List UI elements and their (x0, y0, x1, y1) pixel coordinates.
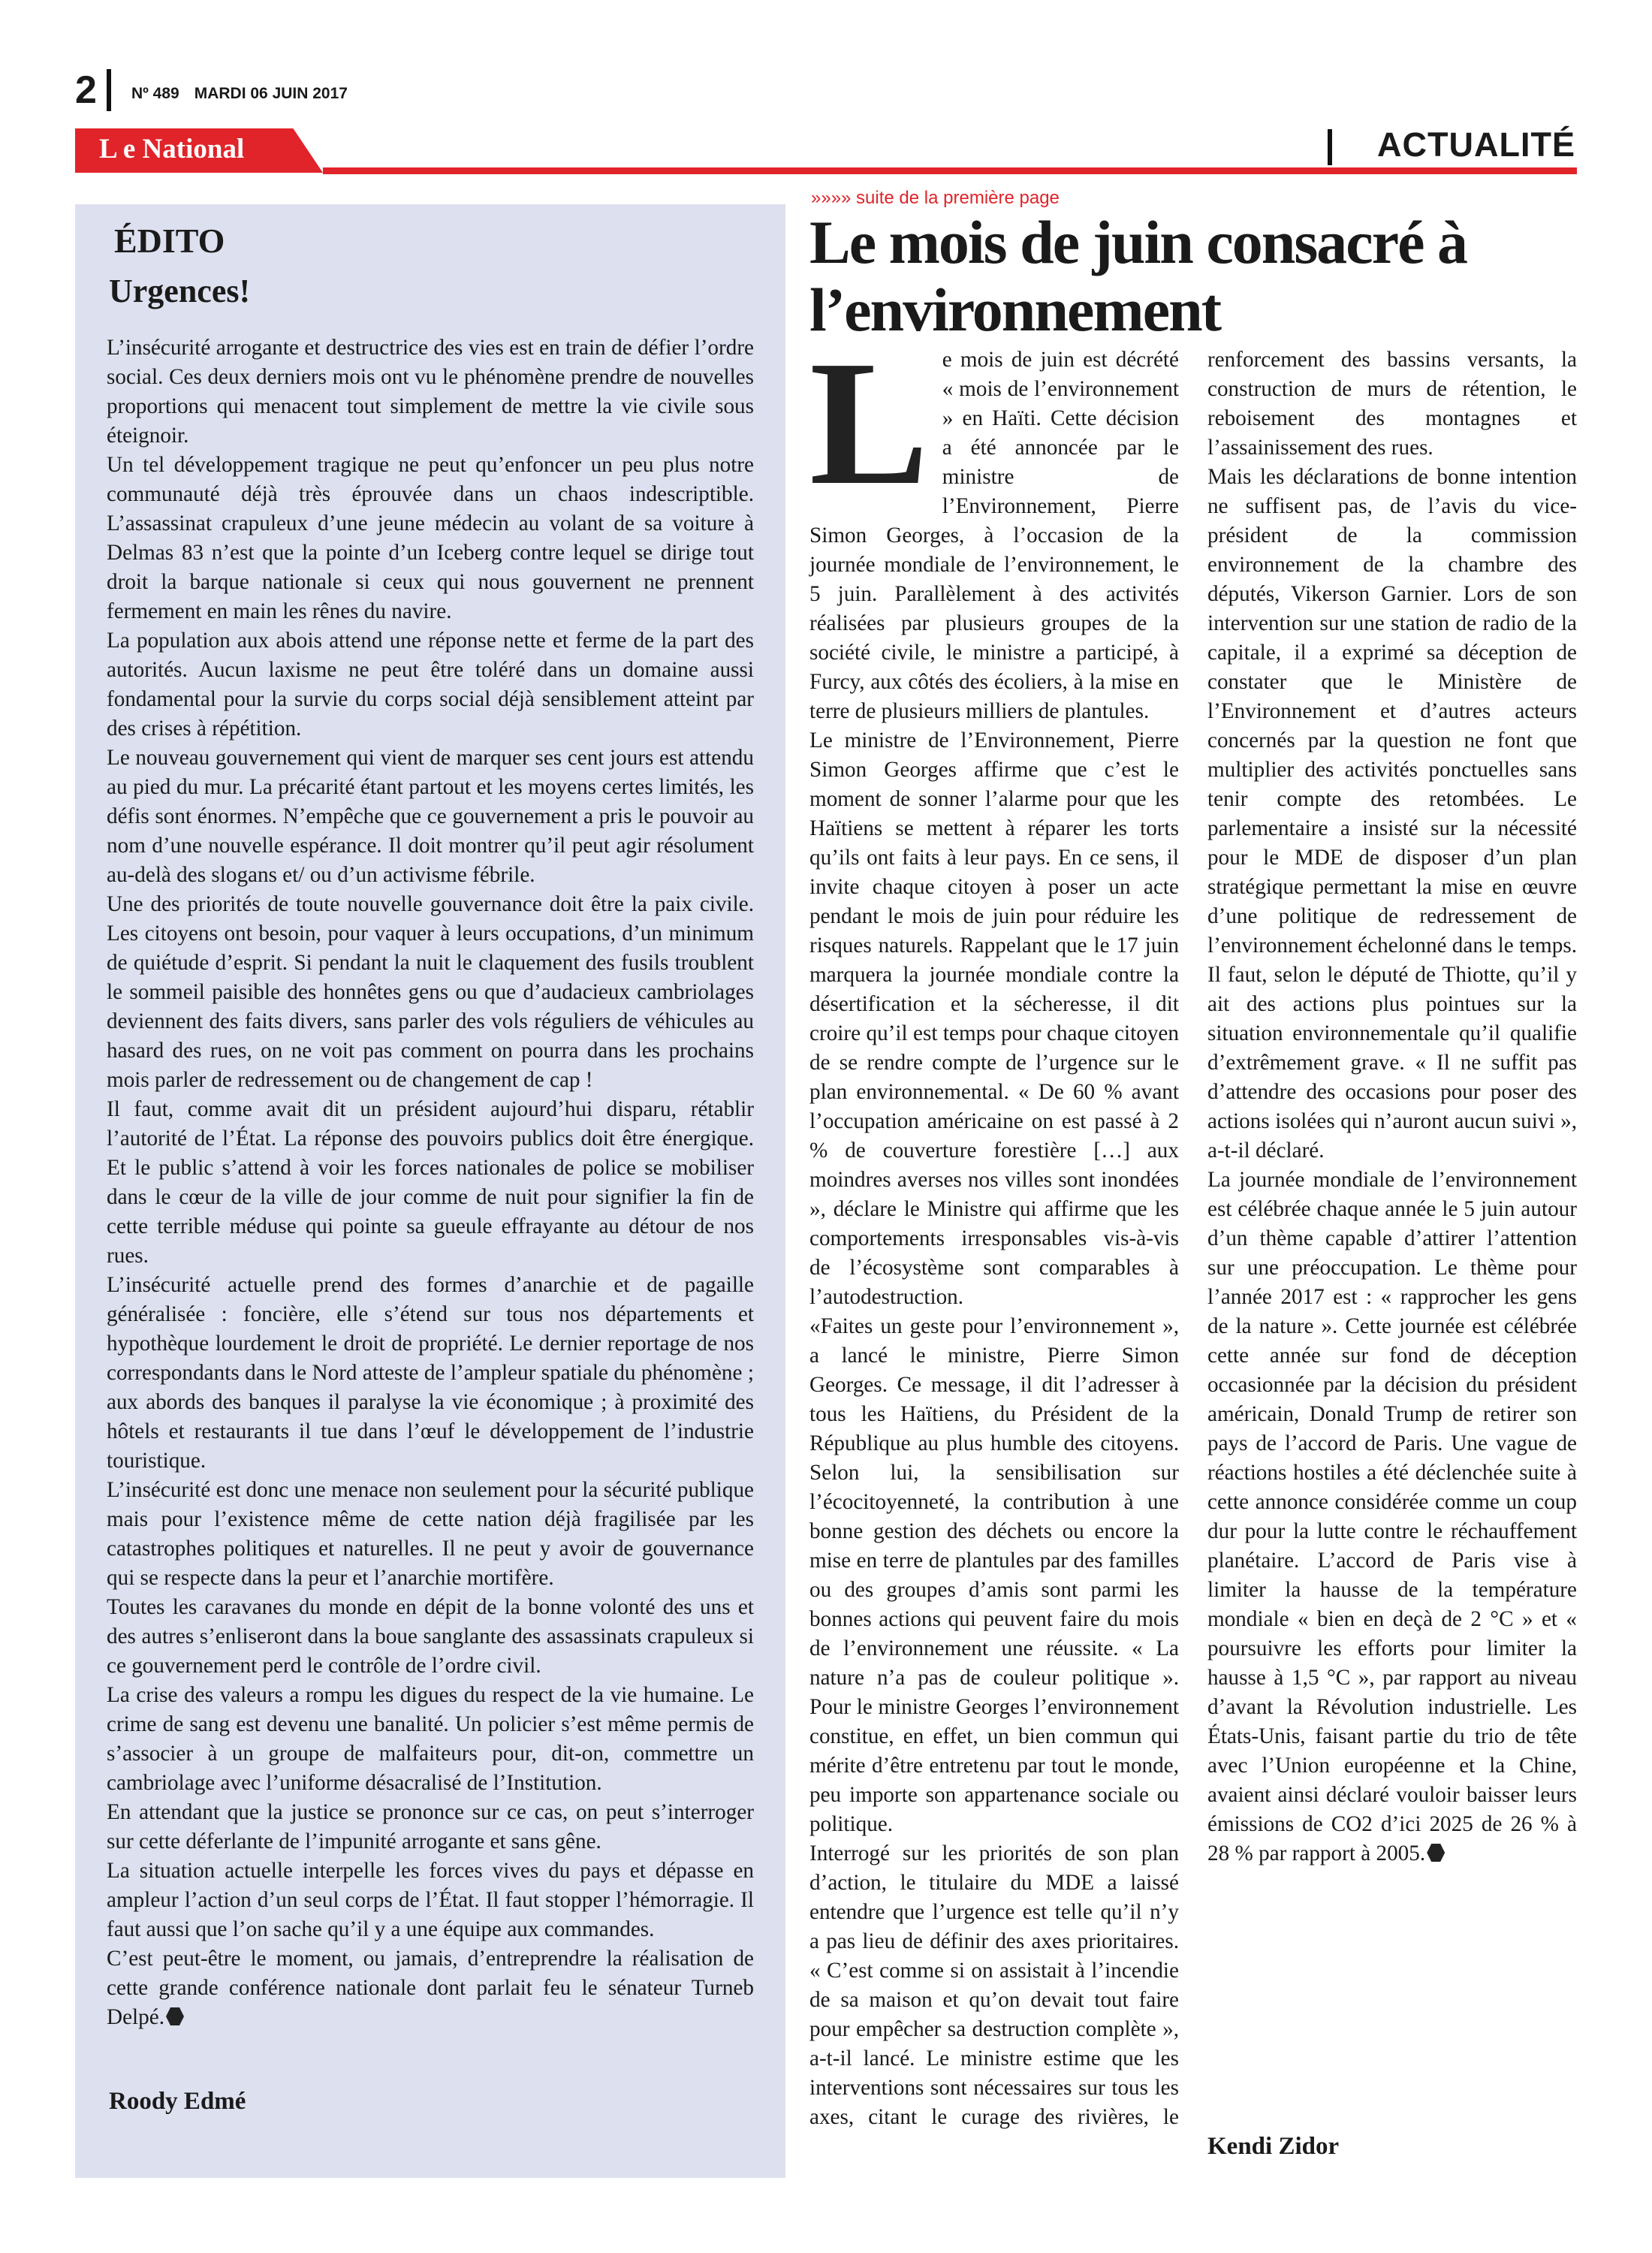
continuation-kicker: »»»» suite de la première page (811, 188, 1060, 208)
edito-paragraph-last (107, 1944, 754, 2032)
article-lead-text: e mois de juin est décrété « mois de l’environnement » en Haïti. Cette décision a été annoncée par le ministre de l’Environnement, Pierre Simon Georges, à l’occasion de la journée mondiale de l’environnement, le 5 juin. Parallèlement à des activités réalisées par plusieurs groupes de la société civile, le ministre a participé, à Furcy, aux côtés des écoliers, à la mise en terre de plusieurs milliers de plantules. (809, 348, 1179, 723)
article-paragraph: Mais les déclarations de bonne intention ne suffisent pas, de l’avis du vice-président de la commission environnement de la chambre des députés, Vikerson Garnier. Lors de son intervention sur une station de radio de la capitale, il a exprimé sa déception de constater que le Ministère de l’Environnement et d’autres acteurs concernés par la question ne font que multiplier des activités ponctuelles sans tenir compte des retombées. Le parlementaire a insisté sur la nécessité pour le MDE de disposer d’un plan stratégique permettant la mise en œuvre d’une politique de redressement de l’environnement échelonné dans le temps. Il faut, selon le député de Thiotte, qu’il y ait des actions plus pointues sur la situation environnementale qu’il qualifie d’extrêmement grave. « Il ne suffit pas d’attendre des occasions pour poser des actions isolées qui n’auront aucun suivi », a-t-il déclaré. (1207, 465, 1577, 1163)
edito-paragraph: La population aux abois attend une réponse nette et ferme de la part des autorités. Aucun laxisme ne peut être toléré dans un domaine aussi fondamental pour la survie du corps social déjà sensiblement atteint par des crises à répétition. (107, 629, 754, 740)
end-mark-icon (1427, 1844, 1445, 1862)
end-mark-icon (166, 2007, 184, 2025)
article-paragraph-last (1207, 1166, 1577, 1868)
edito-paragraph: Une des priorités de toute nouvelle gouvernance doit être la paix civile. Les citoyens ont besoin, pour vaquer à leurs occupations, d’un minimum de quiétude d’esprit. Si pendant la nuit le claquement des fusils troublent le sommeil paisible des honnêtes gens ou que d’audacieux cambriolages deviennent des faits divers, sans parler des vols réguliers de véhicules au hasard des rues, on ne voit pas comment on pourra dans les prochains mois parler de redressement ou de changement de cap ! (107, 892, 754, 1092)
edito-author: Roody Edmé (109, 2088, 246, 2115)
edito-paragraph: En attendant que la justice se prononce sur ce cas, on peut s’interroger sur cette déferlante de l’impunité arrogante et sans gêne. (107, 1800, 754, 1853)
edito-title: Urgences! (109, 273, 251, 309)
edito-paragraph: L’insécurité actuelle prend des formes d’anarchie et de pagaille généralisée : foncière, elle s’étend sur tous nos départements et hypothèque lourdement le droit de propriété. Le dernier reportage de nos correspondants dans le Nord atteste de l’ampleur spatiale du phénomène ; aux abords des banques il paralyse la vie économique ; à proximité des hôtels et restaurants il tue dans l’œuf le développement de l’industrie touristique. (107, 1273, 754, 1473)
section-divider (1328, 129, 1332, 165)
edito-paragraph-text: C’est peut-être le moment, ou jamais, d’entreprendre la réalisation de cette grande conférence nationale dont parlait feu le sénateur Turneb Delpé. (107, 1947, 754, 2029)
article-paragraph-text: La journée mondiale de l’environnement est célébrée chaque année le 5 juin autour d’un thème capable d’attirer l’attention sur une préoccupation. Le thème pour l’année 2017 est : « rapprocher les gens de la nature ». Cette journée est célébrée cette année sur fond de déception occasionnée par la décision du président américain, Donald Trump de retirer son pays de l’accord de Paris. Une vague de réactions hostiles a été déclenchée suite à cette annonce considérée comme un coup dur pour la lutte contre le réchauffement planétaire. L’accord de Paris vise à limiter la hausse de la température mondiale « bien en deçà de 2 °C » et « poursuivre les efforts pour limiter la hausse à 1,5 °C », par rapport au niveau d’avant la Révolution industrielle. Les États-Unis, faisant partie du trio de tête avec l’Union européenne et la Chine, avaient ainsi déclaré vouloir baisser leurs émissions de CO2 d’ici 2025 de 26 % à 28 % par rapport à 2005. (1207, 1168, 1577, 1865)
edito-paragraph: La crise des valeurs a rompu les digues du respect de la vie humaine. Le crime de sang est devenu une banalité. Un policier s’est même permis de s’associer à un groupe de malfaiteurs pour, dit-on, commettre un cambriolage avec l’uniforme désacralisé de l’Institution. (107, 1683, 754, 1795)
header-rule (323, 167, 1577, 174)
article-headline: Le mois de juin consacré à l’environnement (809, 208, 1467, 344)
page-number: 2 (75, 68, 97, 112)
edito-body (107, 333, 754, 2032)
article-body (809, 324, 1577, 2148)
edito-paragraph: Il faut, comme avait dit un président aujourd’hui disparu, rétablir l’autorité de l’État. La réponse des pouvoirs publics doit être énergique. Et le public s’attend à voir les forces nationales de police se mobiliser dans le cœur de la ville de jour comme de nuit pour signifier la fin de cette terrible méduse qui pointe sa gueule effrayante au détour de nos rues. (107, 1097, 754, 1268)
edito-paragraph: Un tel développement tragique ne peut qu’enfoncer un peu plus notre communauté déjà très éprouvée dans un chaos indescriptible. L’assassinat crapuleux d’une jeune médecin au volant de sa voiture à Delmas 83 n’est que la pointe d’un Iceberg contre lequel se dirige tout droit la barque nationale si ceux qui nous gouvernent ne prennent fermement en main les rênes du navire. (107, 453, 754, 623)
edito-paragraph: Le nouveau gouvernement qui vient de marquer ses cent jours est attendu au pied du mur. La précarité étant partout et les moyens certes limités, les défis sont énormes. N’empêche que ce gouvernement a pris le pouvoir au nom d’une nouvelle espérance. Il doit montrer qu’il peut agir résolument au-delà des slogans et/ ou d’un activisme fébrile. (107, 746, 754, 887)
issue-info (131, 85, 348, 103)
edito-paragraph: La situation actuelle interpelle les forces vives du pays et dépasse en ampleur l’action d’un seul corps de l’État. Il faut stopper l’hémorragie. Il faut aussi que l’on sache qu’il y a une équipe aux commandes. (107, 1859, 754, 1941)
section-label: ACTUALITÉ (1377, 125, 1575, 164)
article-author: Kendi Zidor (1207, 2133, 1340, 2160)
issue-number: Nº 489 (131, 85, 179, 102)
article-lead-paragraph (809, 324, 1179, 726)
drop-cap: L (809, 324, 929, 522)
edito-paragraph: Toutes les caravanes du monde en dépit de la bonne volonté des uns et des autres s’enliseront dans la boue sanglante des assassinats crapuleux si ce gouvernement perd le contrôle de l’ordre civil. (107, 1595, 754, 1678)
edito-kicker: ÉDITO (114, 222, 225, 260)
publication-name: L e National (99, 134, 245, 164)
article-paragraph: Interrogé sur les priorités de son plan d’action, le titulaire du MDE a laissé entendre que l’urgence est telle qu’il n’y a pas lieu de définir des axes prioritaires. « C’est comme si on assistait à l’incendie de sa maison et qu’on devait tout faire pour empêcher sa destruction complète », a-t-il lancé. Le ministre estime que les interventions sont nécessaires sur tous les axes, citant le curage des rivières, le renforcement des bassins versants, la construction de murs de rétention, le reboisement des montagnes et l’assainissement des rues. (809, 348, 1577, 2129)
issue-date: MARDI 06 JUIN 2017 (194, 85, 348, 102)
edito-paragraph: L’insécurité est donc une menace non seulement pour la sécurité publique mais pour l’existence même de cette nation déjà fragilisée par les catastrophes politiques et naturelles. Il ne peut y avoir de gouvernance qui se respecte dans la peur et l’anarchie mortifère. (107, 1478, 754, 1590)
article-paragraph: Le ministre de l’Environnement, Pierre Simon Georges affirme que c’est le moment de sonner l’alarme pour que les Haïtiens se mettent à réparer les torts qu’ils ont faits à leur pays. En ce sens, il invite chaque citoyen à poser un acte pendant le mois de juin pour réduire les risques naturels. Rappelant que le 17 juin marquera la journée mondiale contre la désertification et la sécheresse, il dit croire qu’il est temps pour chaque citoyen de se rendre compte de l’urgence sur le plan environnemental. « De 60 % avant l’occupation américaine on est passé à 2 % de couverture forestière […] aux moindres averses nos villes sont inondées », déclare le Ministre qui affirme que les comportements irresponsables vis-à-vis de l’écosystème sont comparables à l’autodestruction. (809, 728, 1179, 1309)
article-paragraph: «Faites un geste pour l’environnement », a lancé le ministre, Pierre Simon Georges. Ce message, il dit l’adresser à tous les Haïtiens, du Président de la République au plus humble des citoyens. Selon lui, la sensibilisation sur l’écocitoyenneté, la contribution à une bonne gestion des déchets ou encore la mise en terre de plantules par des familles ou des groupes d’amis sont parmi les bonnes actions qui peuvent faire du mois de l’environnement une réussite. « La nature n’a pas de couleur politique ». Pour le ministre Georges l’environnement constitue, en effet, un bien commun qui mérite d’être entretenu par tout le monde, peu importe son appartenance sociale ou politique. (809, 1314, 1179, 1836)
page-number-divider (107, 69, 111, 111)
edito-paragraph: L’insécurité arrogante et destructrice des vies est en train de défier l’ordre social. Ces deux derniers mois ont vu le phénomène prendre de nouvelles proportions qui menacent tout simplement de mettre la vie civile sous éteignoir. (107, 336, 754, 448)
